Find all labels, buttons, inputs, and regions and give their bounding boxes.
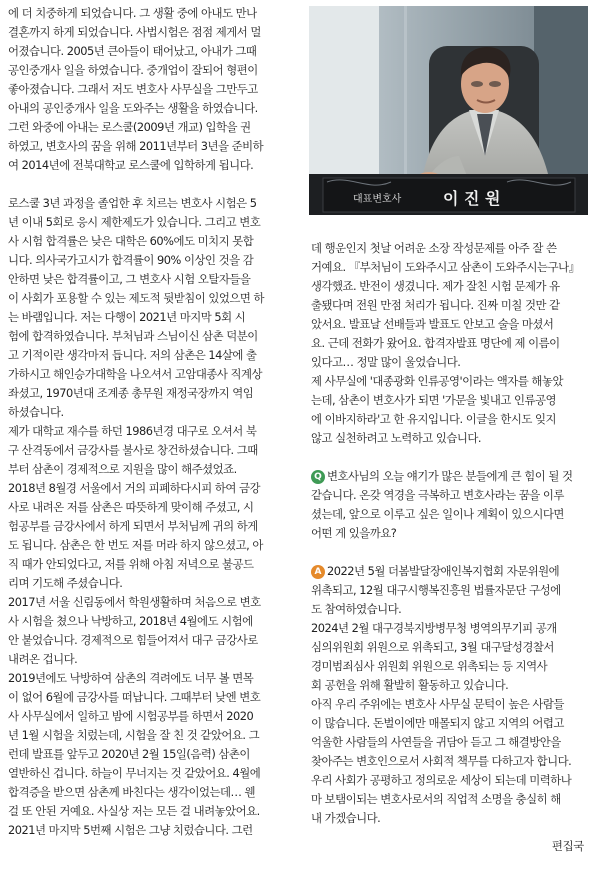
left-paragraph-3: 제가 대학교 재수를 하던 1986년경 대구로 오셔서 북 구 산격동에서 금강사를 불사로 창건하셨습니다. 그때 부터 삼촌이 경제적으로 지원을 많이 해주셨었죠.: [8, 424, 258, 476]
answer-block: [311, 562, 592, 619]
question-badge-icon: Q: [311, 470, 325, 484]
nameplate-title: 대표변호사: [353, 194, 402, 205]
left-article-column: [8, 4, 293, 840]
answer-paragraph-3: 아직 우리 주위에는 변호사 사무실 문턱이 높은 사람들 이 많습니다. 돈벌이에만 매몰되지 않고 지역의 어렵고 억울한 사람들의 사연들을 귀담아 듣고 그 해결방안을 찾아주는 변호인으로서 사회적 책무를 다하고자 합니다. 우리 사회가 공평하고 정의로운 세상이 되는데 미력하나 마 보탬이되는 변호사로서의 직업적 소명을 충실히 해 내 가겠습니다.: [311, 697, 572, 825]
left-paragraph-5: 2017년 서울 신림동에서 학원생활하며 처음으로 변호 사 시험을 쳤으나 낙방하고, 2018년 4월에도 시험에 안 붙었습니다. 경제적으로 힘들어져서 대구 금강사로 내려온 겁니다.: [8, 595, 261, 666]
lawyer-portrait-photo: [309, 6, 588, 215]
answer-paragraph-2: 2024년 2월 대구경북지방병무청 병역의무기피 공개 심의위원회 위원으로 위촉되고, 3월 대구달성경찰서 경미범죄심사 위원회 위원으로 위촉되는 등 지역사 회 공헌을 위해 활발히 활동하고 있습니다.: [311, 621, 557, 692]
question-text: 변호사님의 오늘 얘기가 많은 분들에게 큰 힘이 될 것 같습니다. 온갖 역경을 극복하고 변호사라는 꿈을 이루 셨는데, 앞으로 이루고 싶은 일이나 계획이 있으시다면 어떤 게 있을까요?: [311, 469, 573, 540]
editor-signoff: 편집국: [551, 839, 584, 853]
answer-badge-icon: A: [311, 565, 325, 579]
nameplate-name: 이 진 원: [443, 189, 501, 208]
left-paragraph-6: 2019년에도 낙방하여 삼촌의 격려에도 너무 볼 면목 이 없어 6월에 금강사를 떠납니다. 그때부터 낮엔 변호 사 사무실에서 일하고 밤에 시험공부를 하면서 2020 년 1월 시험을 치렀는데, 시험을 잘 친 것 같았어요. 그 런데 발표를 앞두고 2020년 2월 15일(음력) 삼촌이 열반하신 겁니다. 하늘이 무너지는 것 같았어요. 4월에 합격증을 받으면 삼촌께 바친다는 생각이었는데… 웬 걸 또 안된 거예요. 사실상 저는 모든 걸 내려놓았어요. 2021년 마지막 5번째 시험은 그냥 치렀습니다. 그런: [8, 671, 261, 837]
answer-paragraph-1: 2022년 5월 더봄발달장애인복지협회 자문위원에 위촉되고, 12월 대구시행복진흥원 법률자문단 구성에 도 참여하였습니다.: [311, 564, 561, 616]
right-paragraph-2: 제 사무실에 '대종광화 인류공영'이라는 액자를 해놓았 는데, 삼촌이 변호사가 되면 '가문을 빛내고 인류공영 에 이바지하라'고 한 유지입니다. 이글을 한시도 잊지 않고 실천하려고 노력하고 있습니다.: [311, 374, 563, 445]
left-paragraph-1: 에 더 치중하게 되었습니다. 그 생활 중에 아내도 만나 결혼까지 하게 되었습니다. 사법시험은 점점 제게서 멀 어졌습니다. 2005년 큰아들이 태어났고, 아내가 그때 공인중개사 일을 하였습니다. 중개업이 잘되어 형편이 좋아졌습니다. 그래서 저도 변호사 사무실을 그만두고 아내의 공인중개사 일을 도와주는 생활을 하였습니다. 그런 와중에 아내는 로스쿨(2009년 개교) 입학을 권 하였고, 변호사의 꿈을 위해 2011년부터 3년을 준비하 여 2014년에 전북대학교 로스쿨에 입학하게 됩니다.: [8, 6, 264, 172]
left-paragraph-4: 2018년 8월경 서울에서 거의 피폐하다시피 하여 금강 사로 내려온 저를 삼촌은 따뜻하게 맞이해 주셨고, 시 험공부를 금강사에서 하게 되면서 부처님께 귀의 하게 도 됩니다. 삼촌은 한 번도 저를 머라 하지 않으셨고, 아 직 때가 안되었다고, 저를 위해 아침 저녁으로 불공드 리며 기도해 주셨습니다.: [8, 481, 263, 590]
question-block: [311, 467, 592, 543]
portrait-illustration: [309, 6, 588, 215]
right-article-column: [311, 239, 592, 828]
left-paragraph-2: 로스쿨 3년 과정을 졸업한 후 치르는 변호사 시험은 5 년 이내 5회로 응시 제한제도가 있습니다. 그리고 변호 사 시험 합격률은 낮은 대학은 60%에도 미치지 못합 니다. 의사국가고시가 합격률이 90% 이상인 것을 감 안하면 낮은 합격률이고, 그 변호사 시험 오탈자들을 이 사회가 포용할 수 있는 제도적 뒷받침이 있었으면 하 는 바램입니다. 저는 다행이 2021년 마지막 5회 시 험에 합격하였습니다. 부처님과 스님이신 삼촌 덕분이 고 기적이란 생각마저 듭니다. 저의 삼촌은 14살에 출 가하시고 해인승가대학을 나오셔서 고암대종사 직계상 좌셨고, 1970년대 조계종 총무원 재정국장까지 역임 하셨습니다.: [8, 196, 265, 419]
right-paragraph-1: 데 행운인지 첫날 어려운 소장 작성문제를 아주 잘 쓴 거예요. 『부처님이 도와주시고 삼촌이 도와주시는구나』 생각했죠. 반전이 생겼니다. 제가 잘친 시험 문제가 유 출됐다며 전원 만점 처리가 됩니다. 진짜 미칠 것만 같 았서요. 발표날 선배들과 발표도 안보고 술을 마셨서 요. 근데 전화가 왔어요. 합격자발표 명단에 제 이름이 있다고… 정말 많이 울었습니다.: [311, 241, 580, 369]
